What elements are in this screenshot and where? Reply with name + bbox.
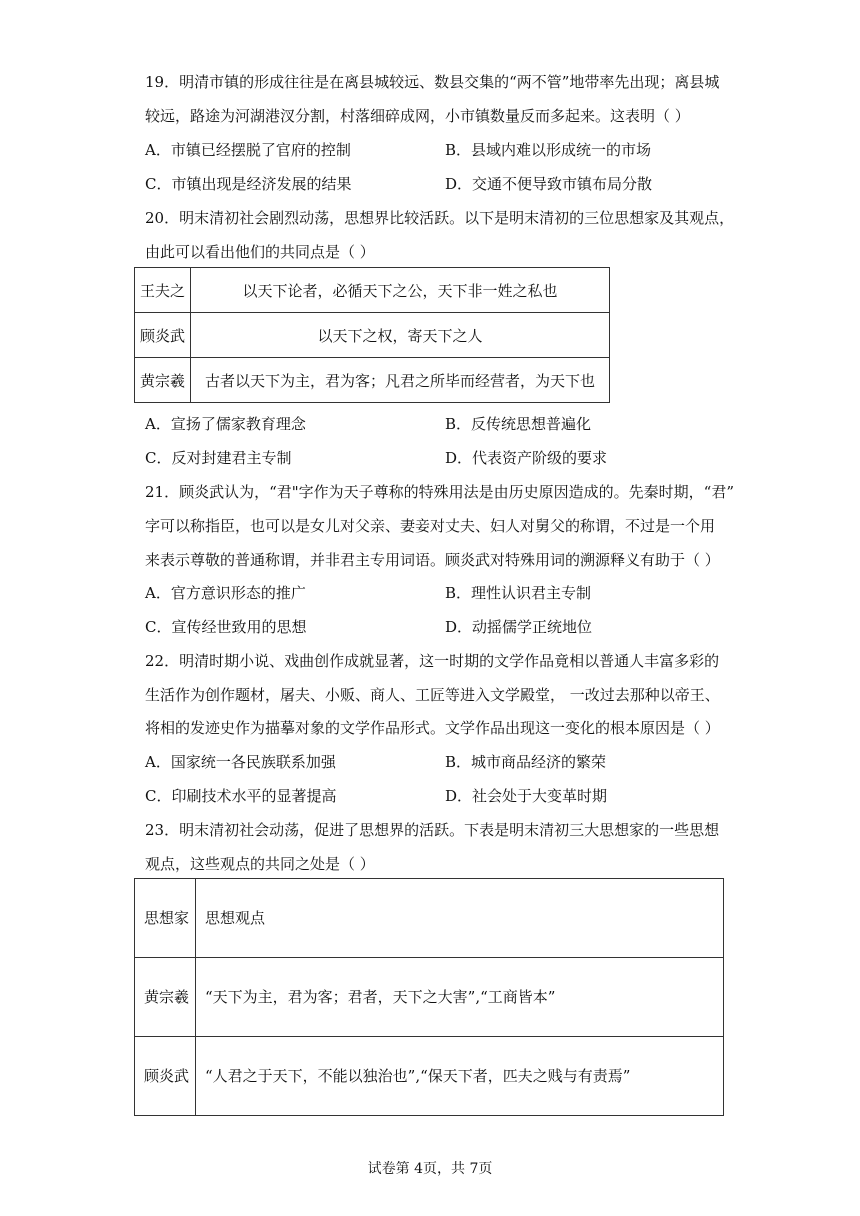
question-22-line-3: 将相的发迹史作为描摹对象的文学作品形式。文学作品出现这一变化的根本原因是（ ） (145, 719, 720, 737)
question-19-line-2: 较远，路途为河湖港汊分割，村落细碎成网，小市镇数量反而多起来。这表明（ ） (145, 107, 690, 125)
question-20-line-1: 20．明末清初社会剧烈动荡，思想界比较活跃。以下是明末清初的三位思想家及其观点， (145, 209, 735, 227)
thinker-header: 思想家 (135, 879, 196, 958)
question-20-option-b: B．反传统思想普遍化 (445, 415, 592, 433)
question-21-line-3: 来表示尊敬的普通称谓，并非君主专用词语。顾炎武对特殊用词的溯源释义有助于（ ） (145, 551, 720, 569)
question-19-option-a: A．市镇已经摆脱了官府的控制 (145, 141, 351, 159)
thinker-name: 顾炎武 (135, 1037, 196, 1116)
thinker-name: 王夫之 (135, 268, 191, 313)
thinker-view: 古者以天下为主，君为客；凡君之所毕而经营者，为天下也 (191, 358, 610, 403)
question-22-option-d: D．社会处于大变革时期 (445, 787, 608, 805)
question-21-option-a: A．官方意识形态的推广 (145, 584, 306, 602)
table-row (135, 358, 610, 403)
thinker-view: “天下为主，君为客；君者，天下之大害”,“工商皆本” (196, 958, 724, 1037)
question-21-option-b: B．理性认识君主专制 (445, 584, 592, 602)
question-21-option-c: C．宣传经世致用的思想 (145, 618, 307, 636)
question-23-table (134, 878, 724, 1116)
thinker-name: 顾炎武 (135, 313, 191, 358)
table-row (135, 268, 610, 313)
question-21-line-1: 21．顾炎武认为，“君"字作为天子尊称的特殊用法是由历史原因造成的。先秦时期，“君” (145, 483, 734, 501)
question-20-line-2: 由此可以看出他们的共同点是（ ） (145, 243, 375, 261)
question-20-option-d: D．代表资产阶级的要求 (445, 449, 608, 467)
question-19-option-b: B．县域内难以形成统一的市场 (445, 141, 652, 159)
question-21-line-2: 字可以称指臣，也可以是女儿对父亲、妻妾对丈夫、妇人对舅父的称谓，不过是一个用 (145, 517, 716, 535)
question-21-option-d: D．动摇儒学正统地位 (445, 618, 593, 636)
thinker-view: 以天下之权，寄天下之人 (191, 313, 610, 358)
question-22-option-c: C．印刷技术水平的显著提高 (145, 787, 337, 805)
table-row (135, 313, 610, 358)
question-20-table (134, 267, 610, 403)
question-22-option-a: A．国家统一各民族联系加强 (145, 753, 336, 771)
table-row (135, 958, 724, 1037)
thinker-view: 以天下论者，必循天下之公，天下非一姓之私也 (191, 268, 610, 313)
table-header-row (135, 879, 724, 958)
table-row (135, 1037, 724, 1116)
question-22-line-2: 生活作为创作题材，屠夫、小贩、商人、工匠等进入文学殿堂， 一改过去那种以帝王、 (145, 686, 720, 704)
question-19-option-c: C．市镇出现是经济发展的结果 (145, 175, 352, 193)
view-header: 思想观点 (196, 879, 724, 958)
thinker-name: 黄宗羲 (135, 358, 191, 403)
question-22-line-1: 22．明清时期小说、戏曲创作成就显著，这一时期的文学作品竟相以普通人丰富多彩的 (145, 652, 720, 670)
question-22-option-b: B．城市商品经济的繁荣 (445, 753, 607, 771)
question-19-line-1: 19．明清市镇的形成往往是在离县城较远、数县交集的“两不管”地带率先出现；离县城 (145, 73, 720, 91)
question-23-line-2: 观点，这些观点的共同之处是（ ） (145, 855, 375, 873)
question-19-option-d: D．交通不便导致市镇布局分散 (445, 175, 653, 193)
thinker-view: “人君之于天下，不能以独治也”,“保天下者，匹夫之贱与有责焉” (196, 1037, 724, 1116)
thinker-name: 黄宗羲 (135, 958, 196, 1037)
question-23-line-1: 23．明末清初社会动荡，促进了思想界的活跃。下表是明末清初三大思想家的一些思想 (145, 821, 720, 839)
page-footer: 试卷第 4页，共 7页 (367, 1161, 493, 1177)
question-20-option-c: C．反对封建君主专制 (145, 449, 292, 467)
question-20-option-a: A．宣扬了儒家教育理念 (145, 415, 306, 433)
